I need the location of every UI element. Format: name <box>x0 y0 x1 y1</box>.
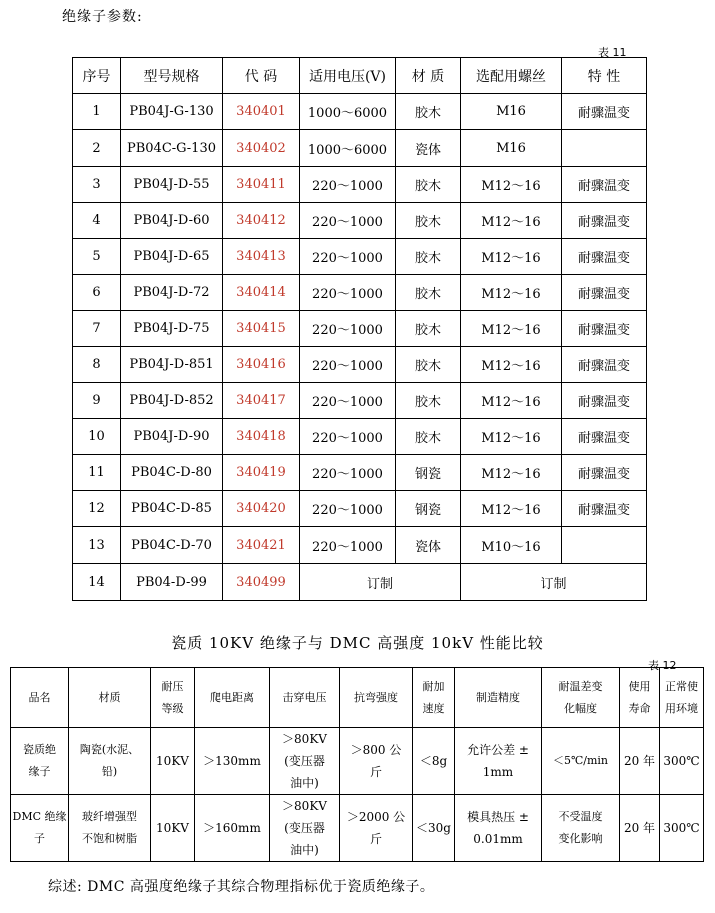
cell-feature: 耐骤温变 <box>562 94 647 130</box>
table-cell: 不受温度 变化影响 <box>542 795 620 862</box>
cell-no: 6 <box>73 275 121 311</box>
cell-model: PB04C-D-80 <box>121 455 223 491</box>
table-row <box>73 239 647 275</box>
col-header: 材质 <box>69 668 151 728</box>
cell-screw: M16 <box>461 94 562 130</box>
cell-feature: 耐骤温变 <box>562 311 647 347</box>
cell-material: 胶木 <box>396 419 461 455</box>
cell-material: 胶木 <box>396 94 461 130</box>
cell-material: 钢瓷 <box>396 491 461 527</box>
cell-code: 340415 <box>223 311 300 347</box>
cell-code: 340402 <box>223 130 300 167</box>
cell-no: 13 <box>73 527 121 564</box>
cell-screw: M12～16 <box>461 347 562 383</box>
cell-material: 胶木 <box>396 239 461 275</box>
table-row <box>73 167 647 203</box>
table-row <box>73 311 647 347</box>
col-header: 正常使 用环境 <box>660 668 704 728</box>
table-row <box>73 383 647 419</box>
cell-code: 340416 <box>223 347 300 383</box>
cell-model: PB04J-D-851 <box>121 347 223 383</box>
table-row <box>11 795 704 862</box>
cell-material: 钢瓷 <box>396 455 461 491</box>
table-cell: 300℃ <box>660 795 704 862</box>
col-header: 耐压 等级 <box>151 668 195 728</box>
cell-feature: 耐骤温变 <box>562 203 647 239</box>
col-header-material: 材 质 <box>396 58 461 94</box>
cell-screw: M12～16 <box>461 167 562 203</box>
col-header: 品名 <box>11 668 69 728</box>
cell-screw: M12～16 <box>461 311 562 347</box>
table-cell: 瓷质绝 缘子 <box>11 728 69 795</box>
table-cell: DMC 绝缘 子 <box>11 795 69 862</box>
col-header: 抗弯强度 <box>340 668 413 728</box>
cell-model: PB04J-D-72 <box>121 275 223 311</box>
cell-feature: 耐骤温变 <box>562 347 647 383</box>
table-cell: 玻纤增强型 不饱和树脂 <box>69 795 151 862</box>
cell-feature: 耐骤温变 <box>562 491 647 527</box>
table-row <box>73 491 647 527</box>
col-header-code: 代 码 <box>223 58 300 94</box>
cell-screw: M10～16 <box>461 527 562 564</box>
table-cell: ＞130mm <box>195 728 270 795</box>
cell-voltage: 220～1000 <box>300 527 396 564</box>
cell-screw: M12～16 <box>461 455 562 491</box>
col-header-voltage: 适用电压(V) <box>300 58 396 94</box>
cell-screw: M12～16 <box>461 275 562 311</box>
cell-feature <box>562 130 647 167</box>
performance-comparison-table <box>10 667 704 862</box>
table-cell: 10KV <box>151 795 195 862</box>
cell-feature: 耐骤温变 <box>562 239 647 275</box>
cell-code: 340413 <box>223 239 300 275</box>
cell-code: 340418 <box>223 419 300 455</box>
cell-no: 7 <box>73 311 121 347</box>
cell-no: 8 <box>73 347 121 383</box>
cell-model: PB04J-D-852 <box>121 383 223 419</box>
table-cell: 20 年 <box>620 795 660 862</box>
col-header: 耐温差变 化幅度 <box>542 668 620 728</box>
cell-material: 胶木 <box>396 383 461 419</box>
cell-voltage: 220～1000 <box>300 167 396 203</box>
table-row <box>73 203 647 239</box>
table-cell: 陶瓷(水泥、 铅) <box>69 728 151 795</box>
summary-text: 综述: DMC 高强度绝缘子其综合物理指标优于瓷质绝缘子。 <box>48 879 435 895</box>
table-12-tag: 表 12 <box>648 659 677 672</box>
cell-code: 340419 <box>223 455 300 491</box>
cell-model: PB04J-G-130 <box>121 94 223 130</box>
cell-voltage: 220～1000 <box>300 203 396 239</box>
cell-material: 胶木 <box>396 203 461 239</box>
section-heading: 绝缘子参数: <box>62 9 143 25</box>
cell-material: 胶木 <box>396 275 461 311</box>
table-cell: ＜30g <box>413 795 455 862</box>
table-row <box>11 728 704 795</box>
table-row <box>73 275 647 311</box>
cell-no: 11 <box>73 455 121 491</box>
cell-no: 14 <box>73 564 121 601</box>
cell-code: 340417 <box>223 383 300 419</box>
cell-voltage: 220～1000 <box>300 491 396 527</box>
cell-model: PB04C-D-85 <box>121 491 223 527</box>
cell-feature <box>562 527 647 564</box>
table-cell: ＜5℃/min <box>542 728 620 795</box>
cell-code: 340421 <box>223 527 300 564</box>
cell-no: 12 <box>73 491 121 527</box>
cell-screw-feature: 订制 <box>461 564 647 601</box>
cell-no: 2 <box>73 130 121 167</box>
col-header: 击穿电压 <box>270 668 340 728</box>
table-header-row <box>73 58 647 94</box>
cell-voltage: 220～1000 <box>300 455 396 491</box>
cell-voltage: 220～1000 <box>300 239 396 275</box>
cell-voltage: 1000～6000 <box>300 130 396 167</box>
cell-screw: M12～16 <box>461 203 562 239</box>
cell-material: 瓷体 <box>396 130 461 167</box>
cell-model: PB04J-D-60 <box>121 203 223 239</box>
cell-voltage: 220～1000 <box>300 419 396 455</box>
cell-voltage: 220～1000 <box>300 311 396 347</box>
table-cell: ＞2000 公 斤 <box>340 795 413 862</box>
cell-model: PB04J-D-65 <box>121 239 223 275</box>
table-cell: 10KV <box>151 728 195 795</box>
col-header-screw: 选配用螺丝 <box>461 58 562 94</box>
cell-model: PB04J-D-75 <box>121 311 223 347</box>
cell-voltage: 1000～6000 <box>300 94 396 130</box>
cell-no: 9 <box>73 383 121 419</box>
cell-feature: 耐骤温变 <box>562 275 647 311</box>
cell-no: 10 <box>73 419 121 455</box>
cell-code: 340411 <box>223 167 300 203</box>
cell-model: PB04C-D-70 <box>121 527 223 564</box>
table-cell: 300℃ <box>660 728 704 795</box>
table-row <box>73 130 647 167</box>
table-row <box>73 564 647 601</box>
cell-material: 胶木 <box>396 167 461 203</box>
col-header-model: 型号规格 <box>121 58 223 94</box>
cell-feature: 耐骤温变 <box>562 383 647 419</box>
cell-no: 3 <box>73 167 121 203</box>
cell-feature: 耐骤温变 <box>562 419 647 455</box>
cell-screw: M12～16 <box>461 383 562 419</box>
table-row <box>73 419 647 455</box>
table-cell: 允许公差 ± 1mm <box>455 728 542 795</box>
cell-code: 340401 <box>223 94 300 130</box>
cell-voltage: 220～1000 <box>300 347 396 383</box>
insulator-parameter-table <box>72 57 647 601</box>
cell-material: 胶木 <box>396 311 461 347</box>
table-row <box>73 527 647 564</box>
cell-code: 340499 <box>223 564 300 601</box>
cell-material: 胶木 <box>396 347 461 383</box>
comparison-title: 瓷质 10KV 绝缘子与 DMC 高强度 10kV 性能比较 <box>171 634 544 652</box>
col-header: 爬电距离 <box>195 668 270 728</box>
table-cell: 20 年 <box>620 728 660 795</box>
table-cell: ＞80KV (变压器 油中) <box>270 728 340 795</box>
cell-voltage: 220～1000 <box>300 383 396 419</box>
cell-screw: M12～16 <box>461 239 562 275</box>
cell-no: 4 <box>73 203 121 239</box>
col-header: 使用 寿命 <box>620 668 660 728</box>
cell-no: 1 <box>73 94 121 130</box>
cell-material: 瓷体 <box>396 527 461 564</box>
cell-code: 340414 <box>223 275 300 311</box>
cell-voltage-material: 订制 <box>300 564 461 601</box>
cell-model: PB04C-G-130 <box>121 130 223 167</box>
table-cell: ＞80KV (变压器 油中) <box>270 795 340 862</box>
table-row <box>73 455 647 491</box>
table-cell: 模具热压 ± 0.01mm <box>455 795 542 862</box>
cell-code: 340412 <box>223 203 300 239</box>
col-header: 耐加 速度 <box>413 668 455 728</box>
cell-no: 5 <box>73 239 121 275</box>
cell-model: PB04-D-99 <box>121 564 223 601</box>
cell-screw: M12～16 <box>461 419 562 455</box>
cell-screw: M16 <box>461 130 562 167</box>
table-cell: ＜8g <box>413 728 455 795</box>
cell-feature: 耐骤温变 <box>562 167 647 203</box>
cell-feature: 耐骤温变 <box>562 455 647 491</box>
table-row <box>73 94 647 130</box>
cell-voltage: 220～1000 <box>300 275 396 311</box>
cell-screw: M12～16 <box>461 491 562 527</box>
table-11-tag: 表 11 <box>598 46 627 59</box>
cell-model: PB04J-D-55 <box>121 167 223 203</box>
table-row <box>73 347 647 383</box>
col-header-feature: 特 性 <box>562 58 647 94</box>
table-cell: ＞160mm <box>195 795 270 862</box>
cell-code: 340420 <box>223 491 300 527</box>
table-cell: ＞800 公 斤 <box>340 728 413 795</box>
col-header: 制造精度 <box>455 668 542 728</box>
col-header-no: 序号 <box>73 58 121 94</box>
cell-model: PB04J-D-90 <box>121 419 223 455</box>
table-header-row <box>11 668 704 728</box>
